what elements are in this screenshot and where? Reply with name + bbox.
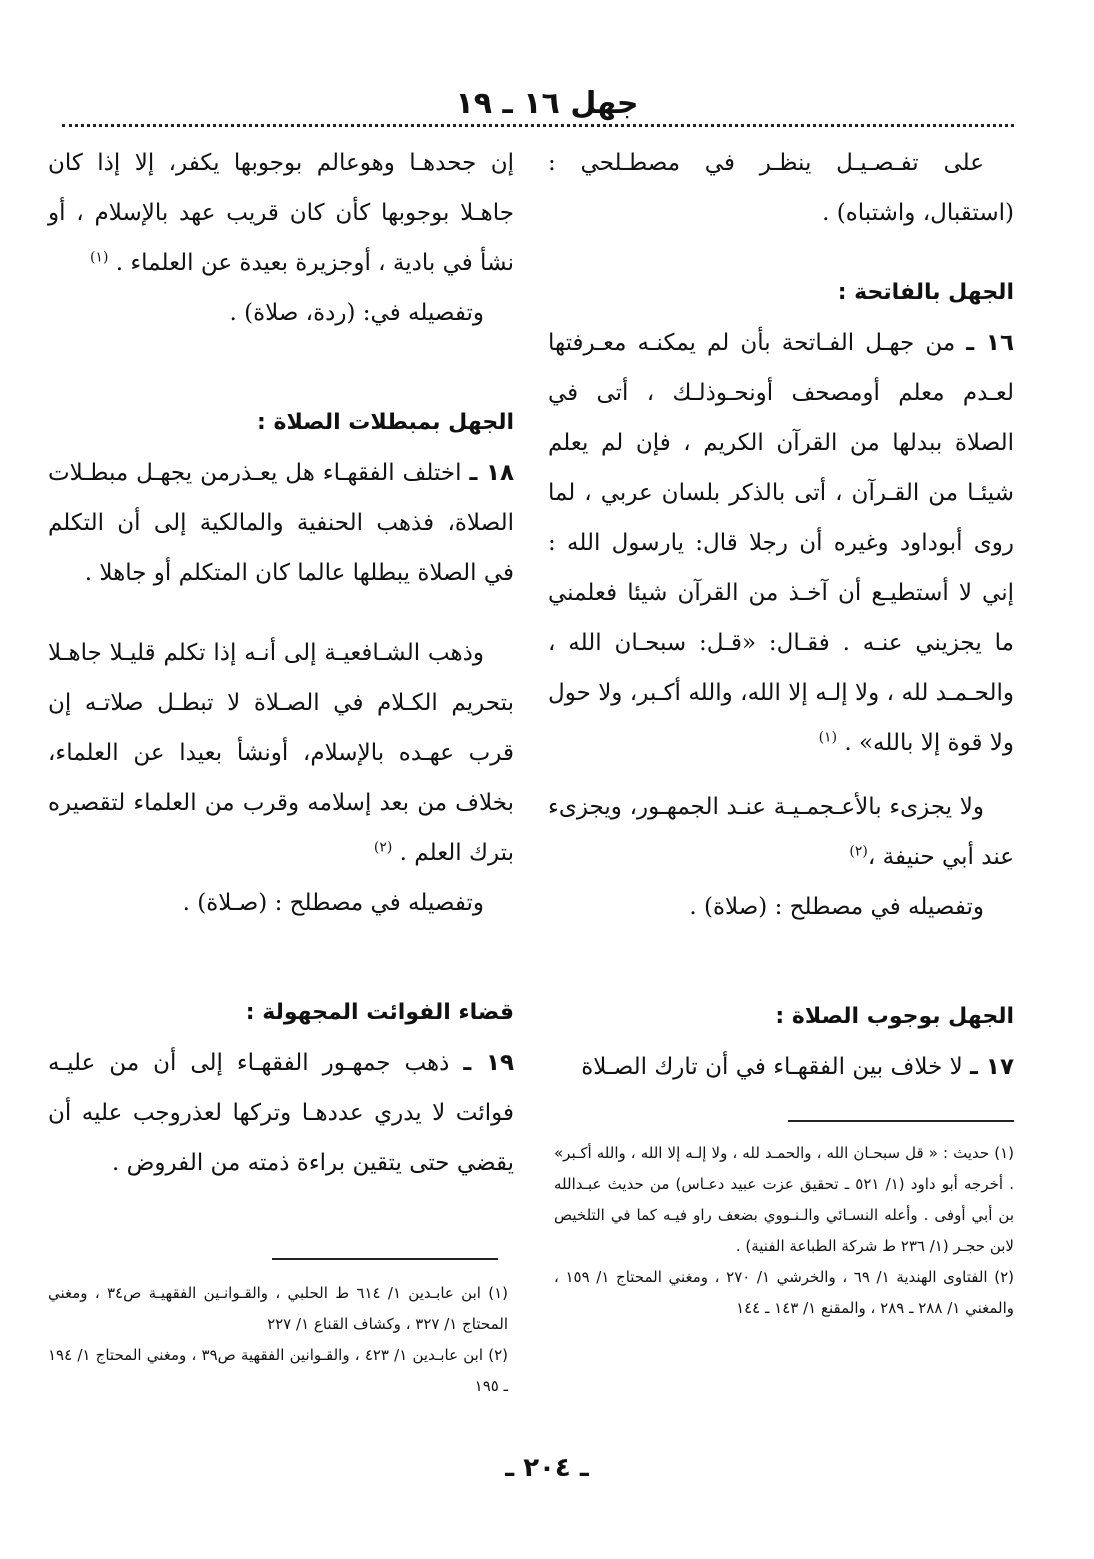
page-header-title: جهل ١٦ ـ ١٩: [455, 86, 639, 121]
cross-reference: وتفصيله في مصطلح : (صـلاة) .: [182, 890, 484, 916]
footnote-item: (٢) ابن عابـدين ١/ ٤٢٣ ، والقـوانين الفقهية ص٣٩ ، ومغني المحتاج ١/ ١٩٤ ـ ١٩٥: [48, 1346, 508, 1395]
footnote-ref: (٢): [849, 843, 868, 860]
section-heading-prayer-invalidators: الجهل بمبطلات الصلاة :: [257, 410, 514, 435]
footnote-rule-left: [272, 1258, 498, 1260]
section-heading-fatiha: الجهل بالفاتحة :: [837, 280, 1014, 305]
paragraph-number: ١٩ ـ: [463, 1050, 515, 1076]
paragraph-text: ذهب جمهـور الفقهـاء إلى أن من عليـه فوائت لا يدري عددهـا وتركها لعذروجب عليه أن يقضي حتى يتقين براءة ذمته من الفروض .: [48, 1050, 514, 1176]
paragraph-19: [48, 1038, 514, 1188]
left-column: [48, 138, 514, 1188]
paragraph-text: [548, 782, 1014, 882]
right-column: [548, 138, 1014, 1092]
footnotes-left: [48, 1278, 508, 1402]
footnote-rule-right: [788, 1120, 1014, 1122]
paragraph-text: اختلف الفقهـاء هل يعـذرمن يجهـل مبطـلات الصلاة، فذهب الحنفية والمالكية إلى أن التكلم في الصلاة يبطلها عالما كان المتكلم أو جاهلا .: [48, 460, 514, 586]
paragraph-17: [548, 1042, 1014, 1092]
footnotes-right: [554, 1138, 1014, 1324]
paragraph-number: ١٨ ـ: [469, 460, 515, 486]
paragraph-number: ١٧ ـ: [970, 1054, 1014, 1080]
paragraph-number: ١٦ ـ: [966, 330, 1014, 356]
paragraph-text: [48, 628, 514, 878]
footnote-item: (١) حديث : « قل سبحـان الله ، والحمـد لله ، ولا إلـه إلا الله ، والله أكـبر» . أخرجه أبو داود (١/ ٥٢١ ـ تحقيق عزت عبيد دعـاس) من حديث عبـدالله بن أبي أوفى . وأعله النسـائي والـنـووي بضعف راو فيـه كما في التلخيص لابن حجـر (١/ ٢٣٦ ط شركة الطباعة الفنية) .: [554, 1144, 1014, 1255]
footnote-item: (١) ابن عابـدين ١/ ٦١٤ ط الحلبي ، والقـوانـين الفقهيـة ص٣٤ ، ومغني المحتاج ١/ ٣٢٧ ، وكشاف القناع ١/ ٢٢٧: [48, 1284, 509, 1333]
section-heading-unknown-missed-prayers: قضاء الفوائت المجهولة :: [245, 1000, 514, 1025]
page-number: ـ ٢٠٤ ـ: [505, 1453, 589, 1483]
paragraph-text: إن جحدهـا وهوعالم بوجوبها يكفر، إلا إذا كان جاهـلا بوجوبها كأن كان قريب عهد بالإسلام ، أو نشأ في بادية ، أوجزيرة بعيدة عن العلماء .: [48, 150, 514, 276]
paragraph-text: من جهـل الفـاتحة بأن لم يمكنـه معـرفتها لعـدم معلم أومصحف أونحـوذلـك ، أتى في الصلاة ببدلها من القرآن الكريم ، فإن لم يعلم شيئـا من القـرآن ، أتى بالذكر بلسان عربي ، لما روى أبوداود وغيره أن رجلا قال: يارسول الله : إني لا أستطيـع أن آخـذ من القرآن شيئا فعلمني ما يجزيني عنـه . فقـال: «قـل: سبحـان الله ، والحـمـد لله ، ولا إلـه إلا الله، والله أكـبر، ولا حول ولا قوة إلا بالله» .: [548, 330, 1014, 756]
paragraph-continuation: على تفـصـيـل ينظـر في مصطـلحي : (استقبال، واشتباه) .: [548, 150, 1014, 226]
paragraph-18: [48, 448, 514, 598]
paragraph-text-span: ولا يجزىء بالأعـجمـيـة عنـد الجمهـور، ويجزىء عند أبي حنيفة ،: [548, 794, 1014, 870]
paragraph-text-span: وذهب الشـافعيـة إلى أنـه إذا تكلم قليـلا جاهـلا بتحريم الكـلام في الصـلاة لا تبطـل صلاتـه إن قرب عهـده بالإسلام، أونشأ بعيدا عن العلماء، بخلاف من بعد إسلامه وقرب من العلماء لتقصيره بترك العلم .: [48, 640, 514, 866]
section-heading-prayer-obligation: الجهل بوجوب الصلاة :: [775, 1004, 1014, 1029]
paragraph-16: [548, 318, 1014, 768]
header-dotted-rule: [62, 124, 1014, 127]
footnote-ref: (٢): [373, 839, 393, 856]
paragraph-continuation: [48, 138, 514, 288]
footnote-item: (٢) الفتاوى الهندية ١/ ٦٩ ، والخرشي ١/ ٢٧٠ ، ومغني المحتاج ١/ ١٥٩ ، والمغني ١/ ٢٨٨ ـ ٢٨٩ ، والمقنع ١/ ١٤٣ ـ ١٤٤: [554, 1268, 1014, 1317]
cross-reference: وتفصيله في مصطلح : (صلاة) .: [689, 894, 984, 920]
footnote-ref: (١): [818, 729, 838, 746]
paragraph-text: لا خلاف بين الفقهـاء في أن تارك الصـلاة: [581, 1054, 963, 1080]
footnote-ref: (١): [89, 249, 109, 266]
cross-reference: وتفصيله في: (ردة، صلاة) .: [229, 300, 484, 326]
